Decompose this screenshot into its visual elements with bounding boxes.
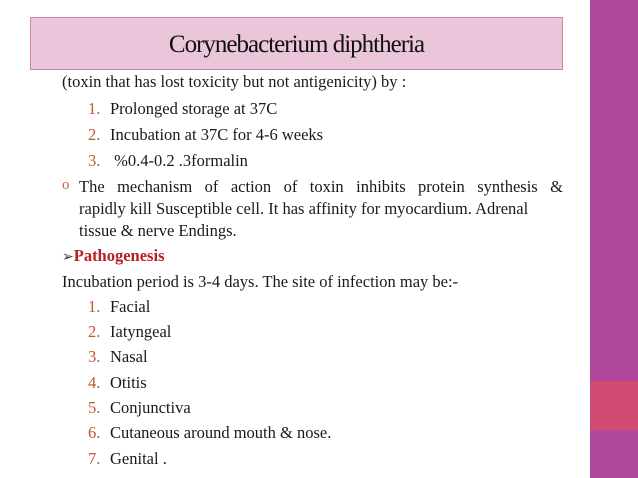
intro-text: (toxin that has lost toxicity but not antigenicity) by : bbox=[62, 72, 407, 91]
list-text: Iatyngeal bbox=[110, 322, 172, 341]
title-banner bbox=[30, 17, 563, 70]
list-item bbox=[88, 296, 150, 318]
mechanism-line: The mechanism of action of toxin inhibits protein synthesis & bbox=[79, 177, 563, 196]
list-text: Genital . bbox=[110, 449, 167, 468]
incubation-text: Incubation period is 3-4 days. The site of infection may be:- bbox=[62, 272, 459, 291]
mechanism-line: tissue & nerve Endings. bbox=[79, 221, 237, 240]
decorative-sidebar-block bbox=[590, 381, 638, 430]
list-item bbox=[88, 448, 167, 470]
list-number: 2. bbox=[88, 125, 101, 144]
arrow-bullet-icon: ➢ bbox=[62, 250, 74, 265]
list-number: 7. bbox=[88, 449, 101, 468]
list-number: 6. bbox=[88, 423, 101, 442]
list-text: Otitis bbox=[110, 373, 147, 392]
list-number: 4. bbox=[88, 373, 101, 392]
list-number: 1. bbox=[88, 99, 101, 118]
pathogenesis-heading-row bbox=[62, 245, 164, 269]
list-item bbox=[88, 98, 277, 120]
list-text: Facial bbox=[110, 297, 151, 316]
pathogenesis-heading: Pathogenesis bbox=[73, 246, 165, 265]
list-number: 3. bbox=[88, 151, 101, 170]
list-number: 3. bbox=[88, 347, 101, 366]
list-text: Cutaneous around mouth & nose. bbox=[110, 423, 332, 442]
list-item bbox=[88, 321, 171, 343]
list-item bbox=[88, 346, 148, 368]
slide-title: Corynebacterium diphtheria bbox=[168, 31, 425, 58]
list-text: Prolonged storage at 37C bbox=[110, 99, 278, 118]
list-text: Incubation at 37C for 4-6 weeks bbox=[110, 125, 324, 144]
list-item bbox=[88, 124, 323, 146]
list-text: Conjunctiva bbox=[110, 398, 191, 417]
list-text: %0.4-0.2 .3formalin bbox=[110, 151, 248, 170]
list-number: 1. bbox=[88, 297, 101, 316]
list-number: 2. bbox=[88, 322, 101, 341]
circle-bullet-icon: o bbox=[62, 177, 70, 193]
list-number: 5. bbox=[88, 398, 101, 417]
mechanism-line: rapidly kill Susceptible cell. It has affinity for myocardium. Adrenal bbox=[79, 199, 529, 218]
list-item bbox=[88, 422, 331, 444]
list-item bbox=[88, 372, 147, 394]
list-text: Nasal bbox=[110, 347, 148, 366]
list-item bbox=[88, 150, 248, 172]
list-item bbox=[88, 397, 191, 419]
